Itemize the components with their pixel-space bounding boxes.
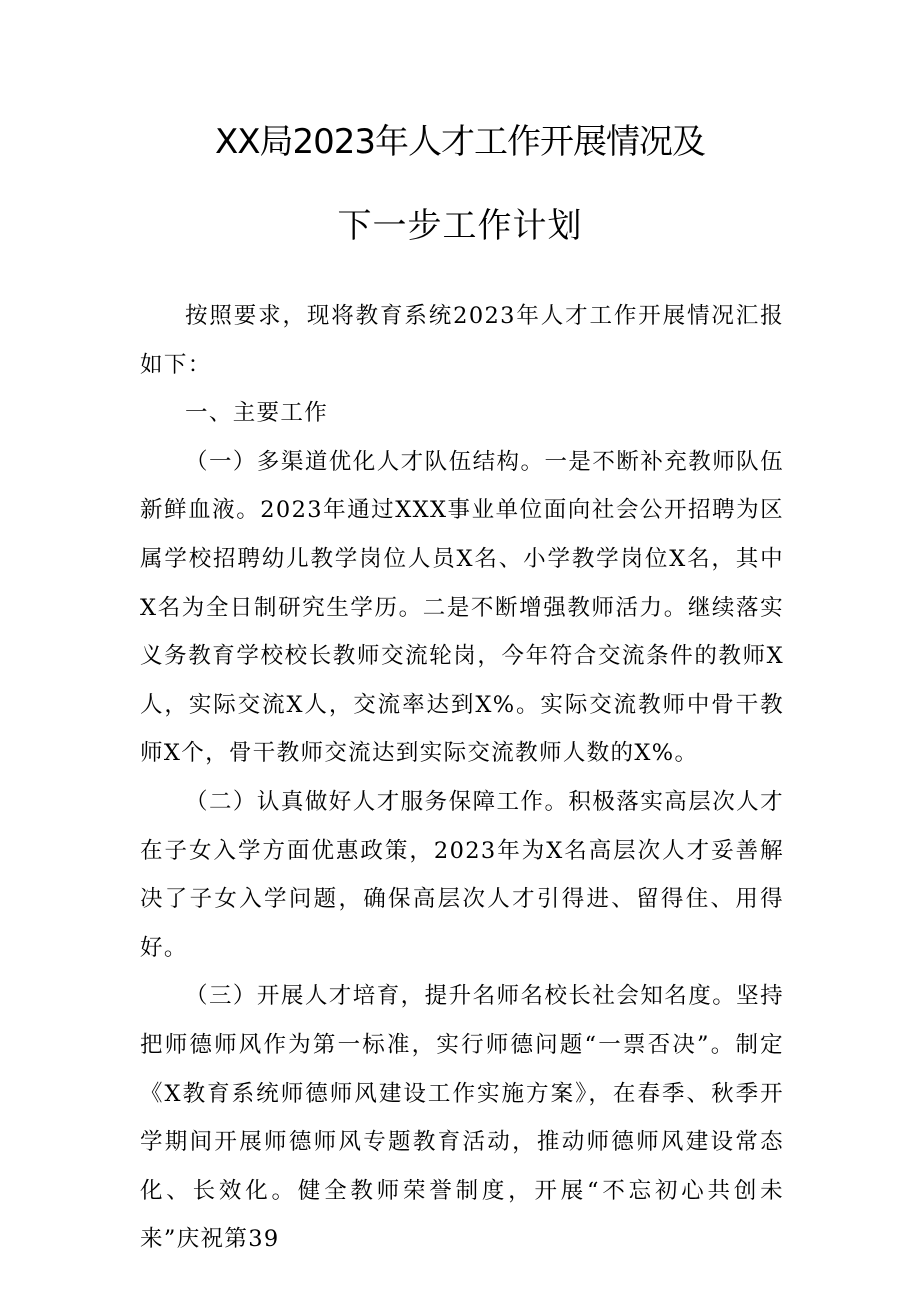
document-title-line-2: 下一步工作计划 [337, 206, 583, 246]
paragraph-item-3: （三）开展人才培育，提升名师名校长社会知名度。坚持把师德师风作为第一标准，实行师德问题“一票否决”。制定《X教育系统师德师风建设工作实施方案》，在春季、秋季开学期间开展师德师风专题教育活动，推动师德师风建设常态化、长效化。健全教师荣誉制度，开展“不忘初心共创未来”庆祝第39 [140, 983, 784, 1253]
intro-paragraph: 按照要求，现将教育系统2023年人才工作开展情况汇报如下： [140, 303, 784, 378]
document-title-line-1: XX局2023年人才工作开展情况及 [214, 122, 706, 162]
document-body [140, 292, 784, 1264]
paragraph-item-2: （二）认真做好人才服务保障工作。积极落实高层次人才在子女入学方面优惠政策，2023年为X名高层次人才妥善解决了子女入学问题，确保高层次人才引得进、留得住、用得好。 [140, 788, 784, 961]
section-heading-main-work: 一、主要工作 [185, 400, 329, 427]
paragraph-item-1: （一）多渠道优化人才队伍结构。一是不断补充教师队伍新鲜血液。2023年通过XXX事业单位面向社会公开招聘为区属学校招聘幼儿教学岗位人员X名、小学教学岗位X名，其中X名为全日制研究生学历。二是不断增强教师活力。继续落实义务教育学校校长教师交流轮岗，今年符合交流条件的教师X人，实际交流X人，交流率达到X%。实际交流教师中骨干教师X个，骨干教师交流达到实际交流教师人数的X%。 [140, 448, 784, 767]
